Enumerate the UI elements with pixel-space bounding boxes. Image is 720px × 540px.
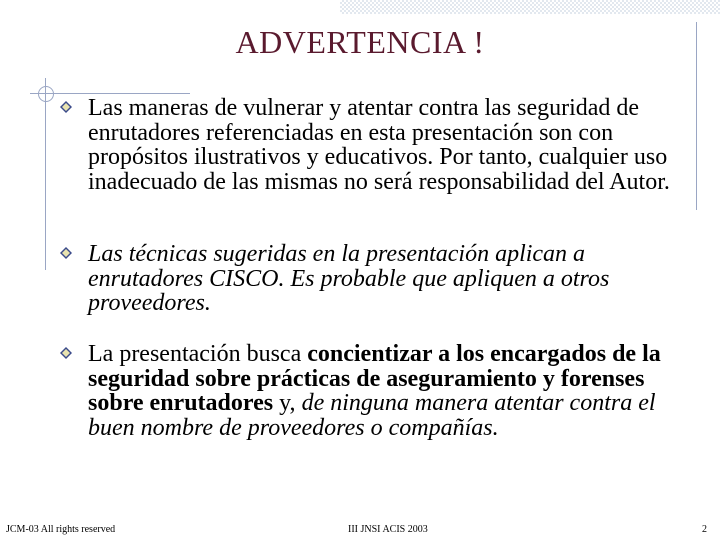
decorative-circle bbox=[38, 86, 54, 102]
diamond-bullet-icon bbox=[60, 101, 72, 113]
bullet-text-part: y, bbox=[273, 390, 302, 416]
decorative-checker-band bbox=[340, 0, 720, 14]
bullet-text: Las maneras de vulnerar y atentar contra las seguridad de enrutadores referenciadas en esta presentación son con propósitos ilustrativos y educativos. Por tanto, cualquier uso inadecuado de las mismas no será responsabilidad del Autor. bbox=[88, 95, 670, 195]
bullet-text-emphasis: concientizar a los encargados de la seguridad sobre prácticas de aseguramiento y forenses sobre enrutadores bbox=[88, 341, 661, 416]
bullet-text-part: La presentación busca bbox=[88, 341, 308, 367]
bullet-text: Las técnicas sugeridas en la presentación aplican a enrutadores CISCO. Es probable que apliquen a otros proveedores. bbox=[88, 241, 610, 316]
diamond-bullet-icon bbox=[60, 247, 72, 259]
footer-event: III JNSI ACIS 2003 bbox=[348, 524, 428, 535]
bullet-item bbox=[60, 342, 680, 440]
bullet-item bbox=[60, 96, 680, 194]
bullet-text bbox=[88, 342, 680, 440]
decorative-rule-left bbox=[45, 78, 46, 270]
decorative-rule-top bbox=[30, 93, 190, 94]
bullet-item bbox=[60, 242, 680, 316]
footer-copyright: JCM-03 All rights reserved bbox=[6, 524, 116, 535]
page-number: 2 bbox=[702, 524, 707, 535]
slide-title: ADVERTENCIA ! bbox=[235, 24, 485, 60]
bullet-text-italic: de ninguna manera atentar contra el buen nombre de proveedores o compañías. bbox=[88, 390, 656, 441]
diamond-bullet-icon bbox=[60, 347, 72, 359]
